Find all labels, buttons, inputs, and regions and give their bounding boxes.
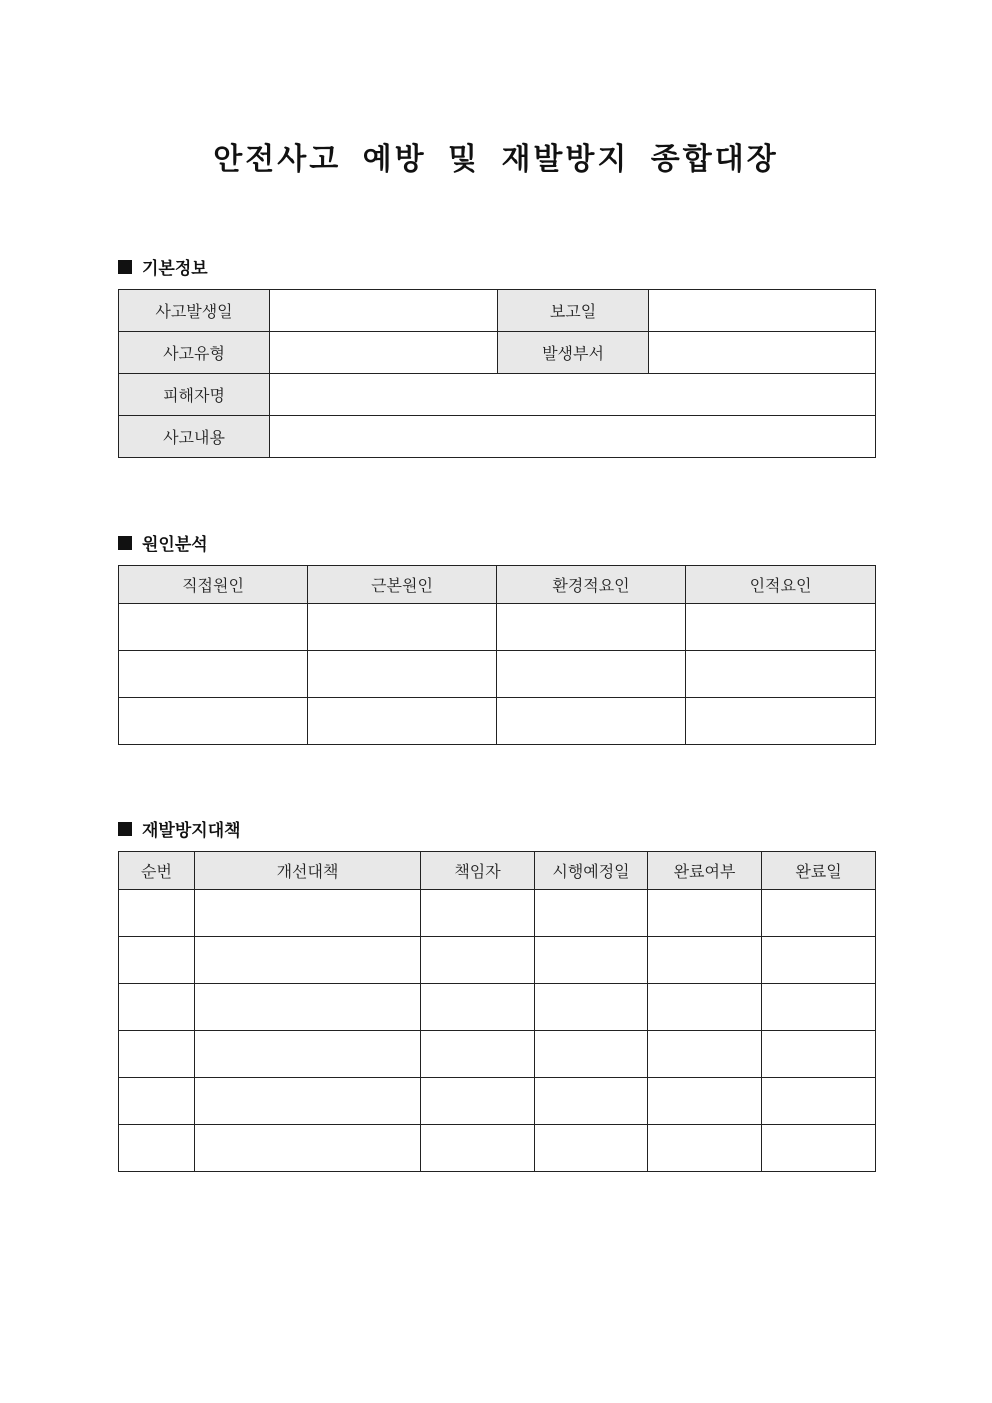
table-row xyxy=(119,604,876,651)
table-cell[interactable] xyxy=(195,1078,421,1125)
table-cell[interactable] xyxy=(535,984,648,1031)
column-header: 인적요인 xyxy=(686,566,876,604)
table-cell[interactable] xyxy=(119,651,308,698)
victim-name-field[interactable] xyxy=(270,374,876,416)
square-bullet-icon xyxy=(118,822,132,836)
label-victim-name: 피해자명 xyxy=(119,374,270,416)
table-cell[interactable] xyxy=(119,604,308,651)
table-cell[interactable] xyxy=(535,1125,648,1172)
section-title: 기본정보 xyxy=(142,259,208,279)
table-cell[interactable] xyxy=(686,604,876,651)
column-header: 직접원인 xyxy=(119,566,308,604)
occurrence-date-field[interactable] xyxy=(270,290,498,332)
label-department: 발생부서 xyxy=(498,332,649,374)
table-cell[interactable] xyxy=(119,1125,195,1172)
page-title: 안전사고 예방 및 재발방지 종합대장 xyxy=(213,142,779,177)
table-row xyxy=(119,984,876,1031)
table-cell[interactable] xyxy=(195,937,421,984)
square-bullet-icon xyxy=(118,260,132,274)
table-cell[interactable] xyxy=(535,937,648,984)
table-cell[interactable] xyxy=(762,984,876,1031)
table-cell[interactable] xyxy=(421,890,535,937)
table-cell[interactable] xyxy=(195,984,421,1031)
table-row xyxy=(119,1031,876,1078)
table-cell[interactable] xyxy=(648,984,762,1031)
column-header: 책임자 xyxy=(421,852,535,890)
table-row xyxy=(119,1125,876,1172)
table-cell[interactable] xyxy=(762,1078,876,1125)
section-heading-basic xyxy=(118,254,208,279)
table-cell[interactable] xyxy=(195,1125,421,1172)
table-row xyxy=(119,651,876,698)
table-cell[interactable] xyxy=(195,1031,421,1078)
column-header: 환경적요인 xyxy=(497,566,686,604)
table-row xyxy=(119,890,876,937)
table-cell[interactable] xyxy=(648,937,762,984)
table-cell[interactable] xyxy=(308,604,497,651)
column-header: 완료일 xyxy=(762,852,876,890)
section-title: 재발방지대책 xyxy=(142,821,241,841)
accident-type-field[interactable] xyxy=(270,332,498,374)
section-title: 원인분석 xyxy=(142,535,208,555)
label-accident-type: 사고유형 xyxy=(119,332,270,374)
table-cell[interactable] xyxy=(762,890,876,937)
section-heading-prevention xyxy=(118,816,241,841)
section-heading-cause xyxy=(118,530,208,555)
table-row xyxy=(119,937,876,984)
table-cell[interactable] xyxy=(497,651,686,698)
prevention-measures-table xyxy=(118,851,876,1172)
basic-info-table xyxy=(118,289,876,458)
table-cell[interactable] xyxy=(119,1078,195,1125)
column-header: 완료여부 xyxy=(648,852,762,890)
table-cell[interactable] xyxy=(421,984,535,1031)
table-cell[interactable] xyxy=(497,604,686,651)
label-accident-details: 사고내용 xyxy=(119,416,270,458)
table-cell[interactable] xyxy=(762,1031,876,1078)
column-header: 개선대책 xyxy=(195,852,421,890)
table-cell[interactable] xyxy=(421,1078,535,1125)
column-header: 시행예정일 xyxy=(535,852,648,890)
column-header: 근본원인 xyxy=(308,566,497,604)
table-cell[interactable] xyxy=(421,1031,535,1078)
table-cell[interactable] xyxy=(535,1031,648,1078)
square-bullet-icon xyxy=(118,536,132,550)
table-cell[interactable] xyxy=(308,698,497,745)
table-cell[interactable] xyxy=(648,1125,762,1172)
table-row xyxy=(119,698,876,745)
table-cell[interactable] xyxy=(421,937,535,984)
table-cell[interactable] xyxy=(119,937,195,984)
column-header: 순번 xyxy=(119,852,195,890)
table-cell[interactable] xyxy=(686,651,876,698)
table-cell[interactable] xyxy=(119,1031,195,1078)
table-cell[interactable] xyxy=(421,1125,535,1172)
table-cell[interactable] xyxy=(648,890,762,937)
table-cell[interactable] xyxy=(119,698,308,745)
table-cell[interactable] xyxy=(308,651,497,698)
table-cell[interactable] xyxy=(497,698,686,745)
label-report-date: 보고일 xyxy=(498,290,649,332)
report-date-field[interactable] xyxy=(649,290,876,332)
table-cell[interactable] xyxy=(762,1125,876,1172)
table-cell[interactable] xyxy=(119,890,195,937)
table-cell[interactable] xyxy=(648,1078,762,1125)
header-row xyxy=(119,566,876,604)
table-row xyxy=(119,1078,876,1125)
accident-details-field[interactable] xyxy=(270,416,876,458)
cause-analysis-table xyxy=(118,565,876,745)
table-cell[interactable] xyxy=(686,698,876,745)
label-occurrence-date: 사고발생일 xyxy=(119,290,270,332)
table-cell[interactable] xyxy=(195,890,421,937)
table-cell[interactable] xyxy=(648,1031,762,1078)
table-cell[interactable] xyxy=(762,937,876,984)
header-row xyxy=(119,852,876,890)
table-cell[interactable] xyxy=(535,890,648,937)
department-field[interactable] xyxy=(649,332,876,374)
table-cell[interactable] xyxy=(119,984,195,1031)
table-cell[interactable] xyxy=(535,1078,648,1125)
